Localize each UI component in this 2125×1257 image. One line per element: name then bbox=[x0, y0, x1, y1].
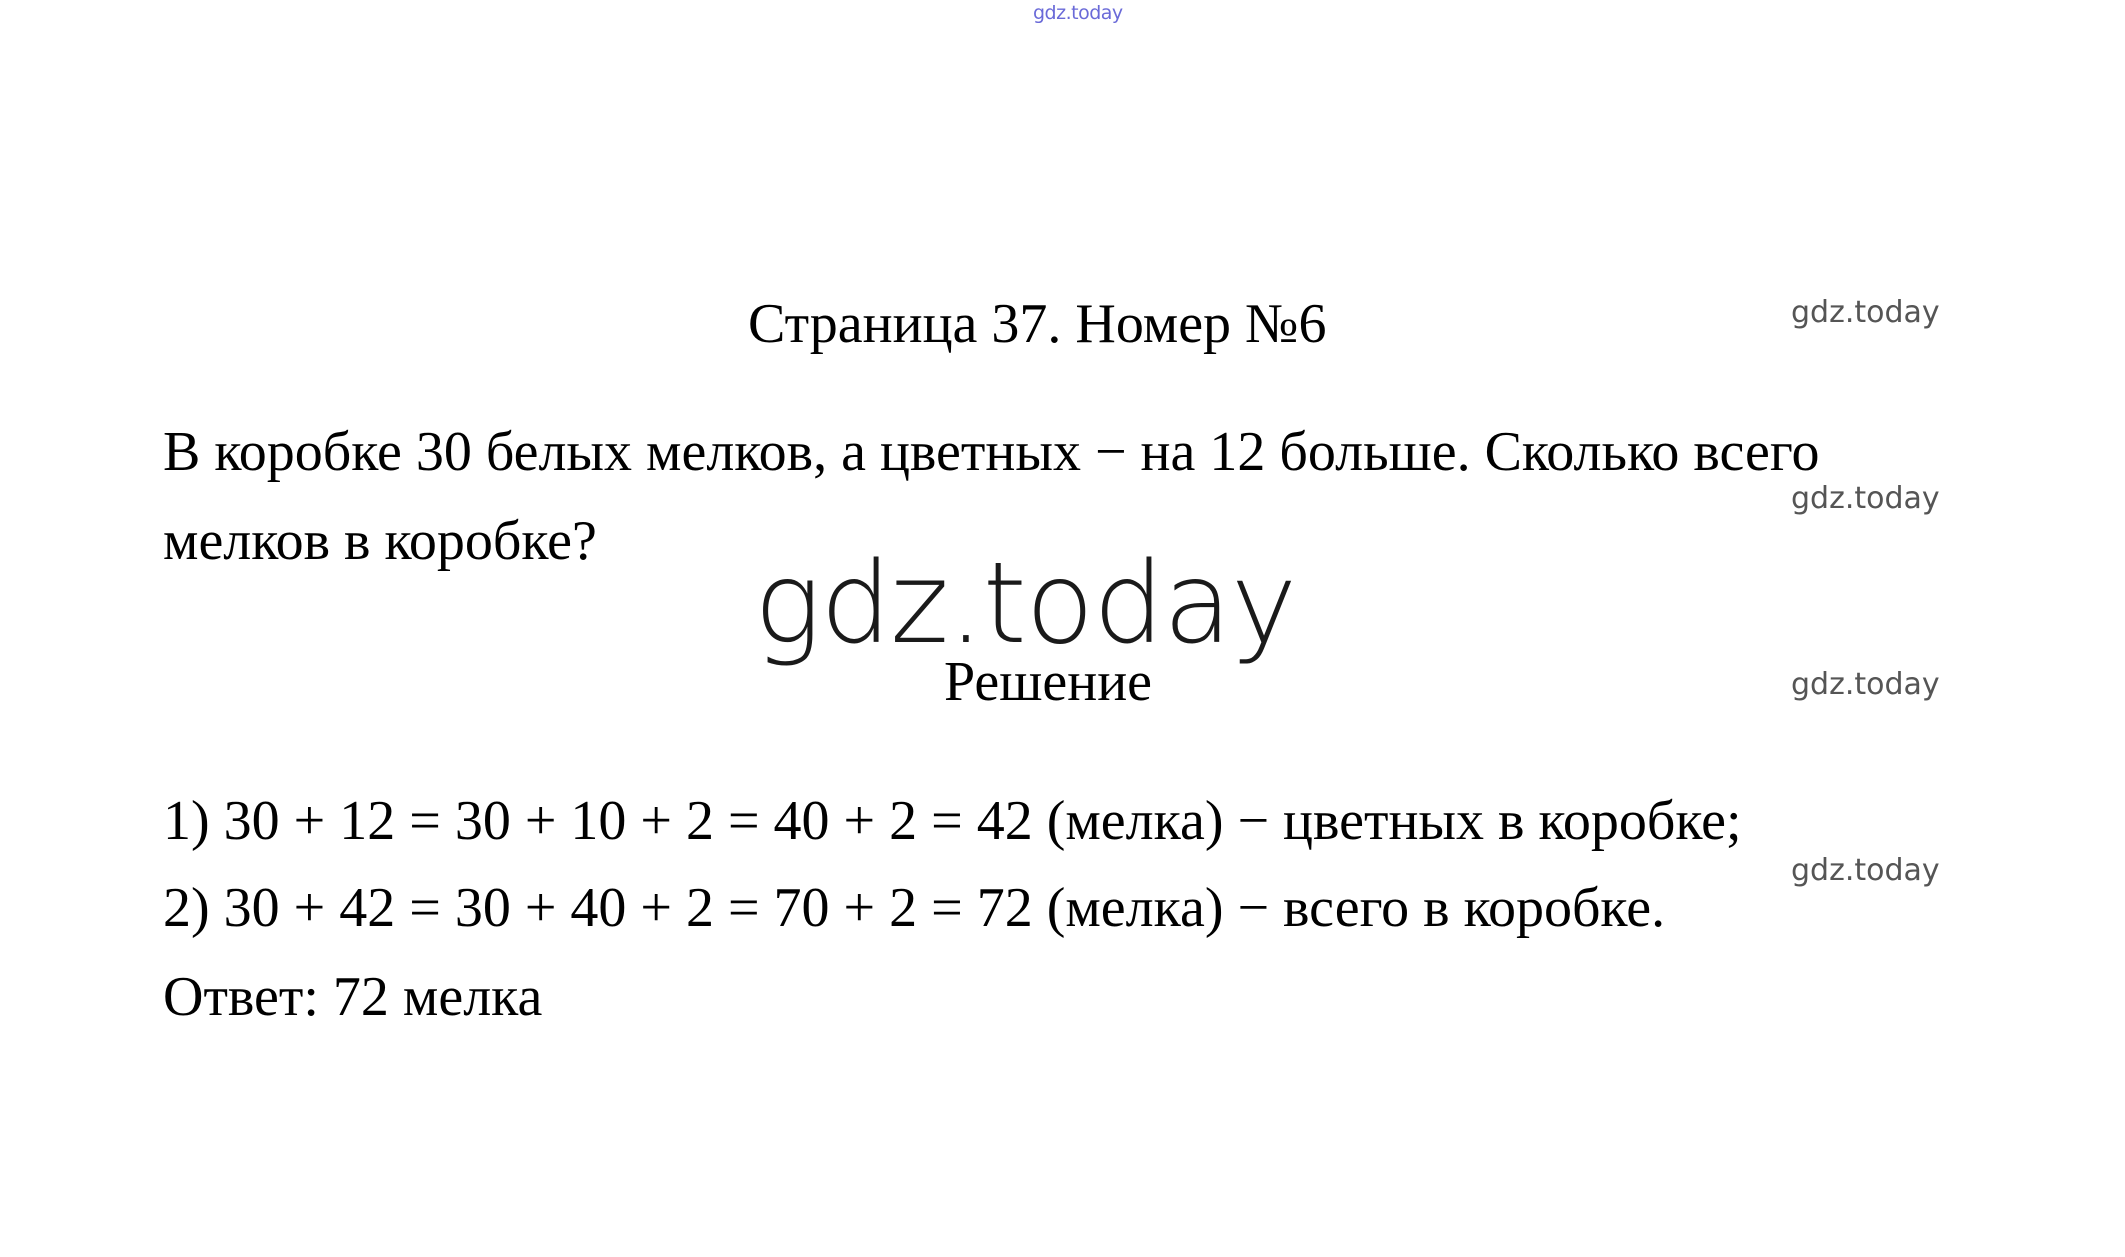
problem-line-1: В коробке 30 белых мелков, а цветных − на 12 больше. Сколько всего bbox=[163, 421, 1820, 483]
watermark-logo: gdz.today bbox=[754, 539, 1297, 669]
watermark-top: gdz.today bbox=[1033, 2, 1123, 24]
watermark-side-1: gdz.today bbox=[1791, 295, 1940, 330]
page-title: Страница 37. Номер №6 bbox=[748, 293, 1327, 355]
solution-step-1: 1) 30 + 12 = 30 + 10 + 2 = 40 + 2 = 42 (мелка) − цветных в коробке; bbox=[163, 790, 1742, 852]
problem-line-2: мелков в коробке? bbox=[163, 510, 597, 572]
solution-heading: Решение bbox=[944, 651, 1153, 713]
watermark-side-3: gdz.today bbox=[1791, 667, 1940, 702]
answer: Ответ: 72 мелка bbox=[163, 966, 543, 1028]
watermark-side-4: gdz.today bbox=[1791, 853, 1940, 888]
solution-step-2: 2) 30 + 42 = 30 + 40 + 2 = 70 + 2 = 72 (мелка) − всего в коробке. bbox=[163, 877, 1666, 939]
watermark-side-2: gdz.today bbox=[1791, 481, 1940, 516]
